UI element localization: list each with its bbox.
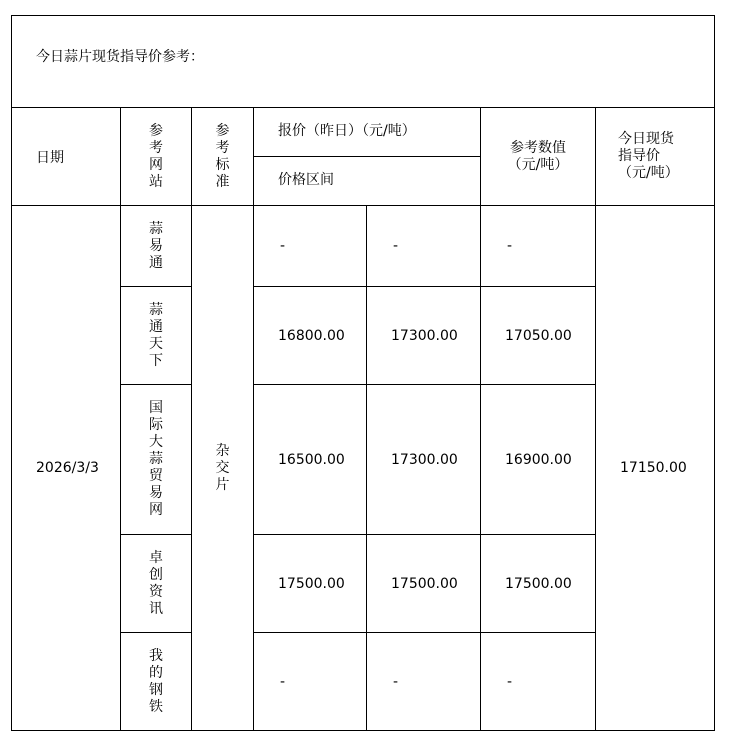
- low-price-cell: 16800.00: [254, 287, 367, 385]
- site-cell: 卓创资讯: [121, 535, 192, 633]
- header-today-price: 今日现货 指导价 （元/吨）: [596, 108, 715, 206]
- site-cell: 蒜易通: [121, 206, 192, 287]
- price-table-container: [11, 15, 715, 731]
- ref-value-cell: -: [481, 206, 596, 287]
- high-price-cell: -: [367, 633, 481, 731]
- ref-value-cell: 17500.00: [481, 535, 596, 633]
- low-price-cell: 16500.00: [254, 385, 367, 535]
- low-price-cell: 17500.00: [254, 535, 367, 633]
- site-cell: 国际大蒜贸易网: [121, 385, 192, 535]
- price-table: [11, 15, 715, 731]
- high-price-cell: 17300.00: [367, 287, 481, 385]
- header-site: 参考网站: [121, 108, 192, 206]
- site-cell: 蒜通天下: [121, 287, 192, 385]
- header-range: 价格区间: [254, 157, 481, 206]
- standard-cell: 杂交片: [192, 206, 254, 731]
- header-standard: 参考标准: [192, 108, 254, 206]
- header-date: 日期: [12, 108, 121, 206]
- header-quote: 报价（昨日）（元/吨）: [254, 108, 481, 157]
- ref-value-cell: -: [481, 633, 596, 731]
- ref-value-cell: 16900.00: [481, 385, 596, 535]
- site-cell: 我的钢铁: [121, 633, 192, 731]
- high-price-cell: -: [367, 206, 481, 287]
- date-cell: 2026/3/3: [12, 206, 121, 731]
- low-price-cell: -: [254, 206, 367, 287]
- today-price-cell: 17150.00: [596, 206, 715, 731]
- table-title: 今日蒜片现货指导价参考：: [12, 16, 715, 108]
- low-price-cell: -: [254, 633, 367, 731]
- high-price-cell: 17500.00: [367, 535, 481, 633]
- high-price-cell: 17300.00: [367, 385, 481, 535]
- header-ref-value: 参考数值 （元/吨）: [481, 108, 596, 206]
- ref-value-cell: 17050.00: [481, 287, 596, 385]
